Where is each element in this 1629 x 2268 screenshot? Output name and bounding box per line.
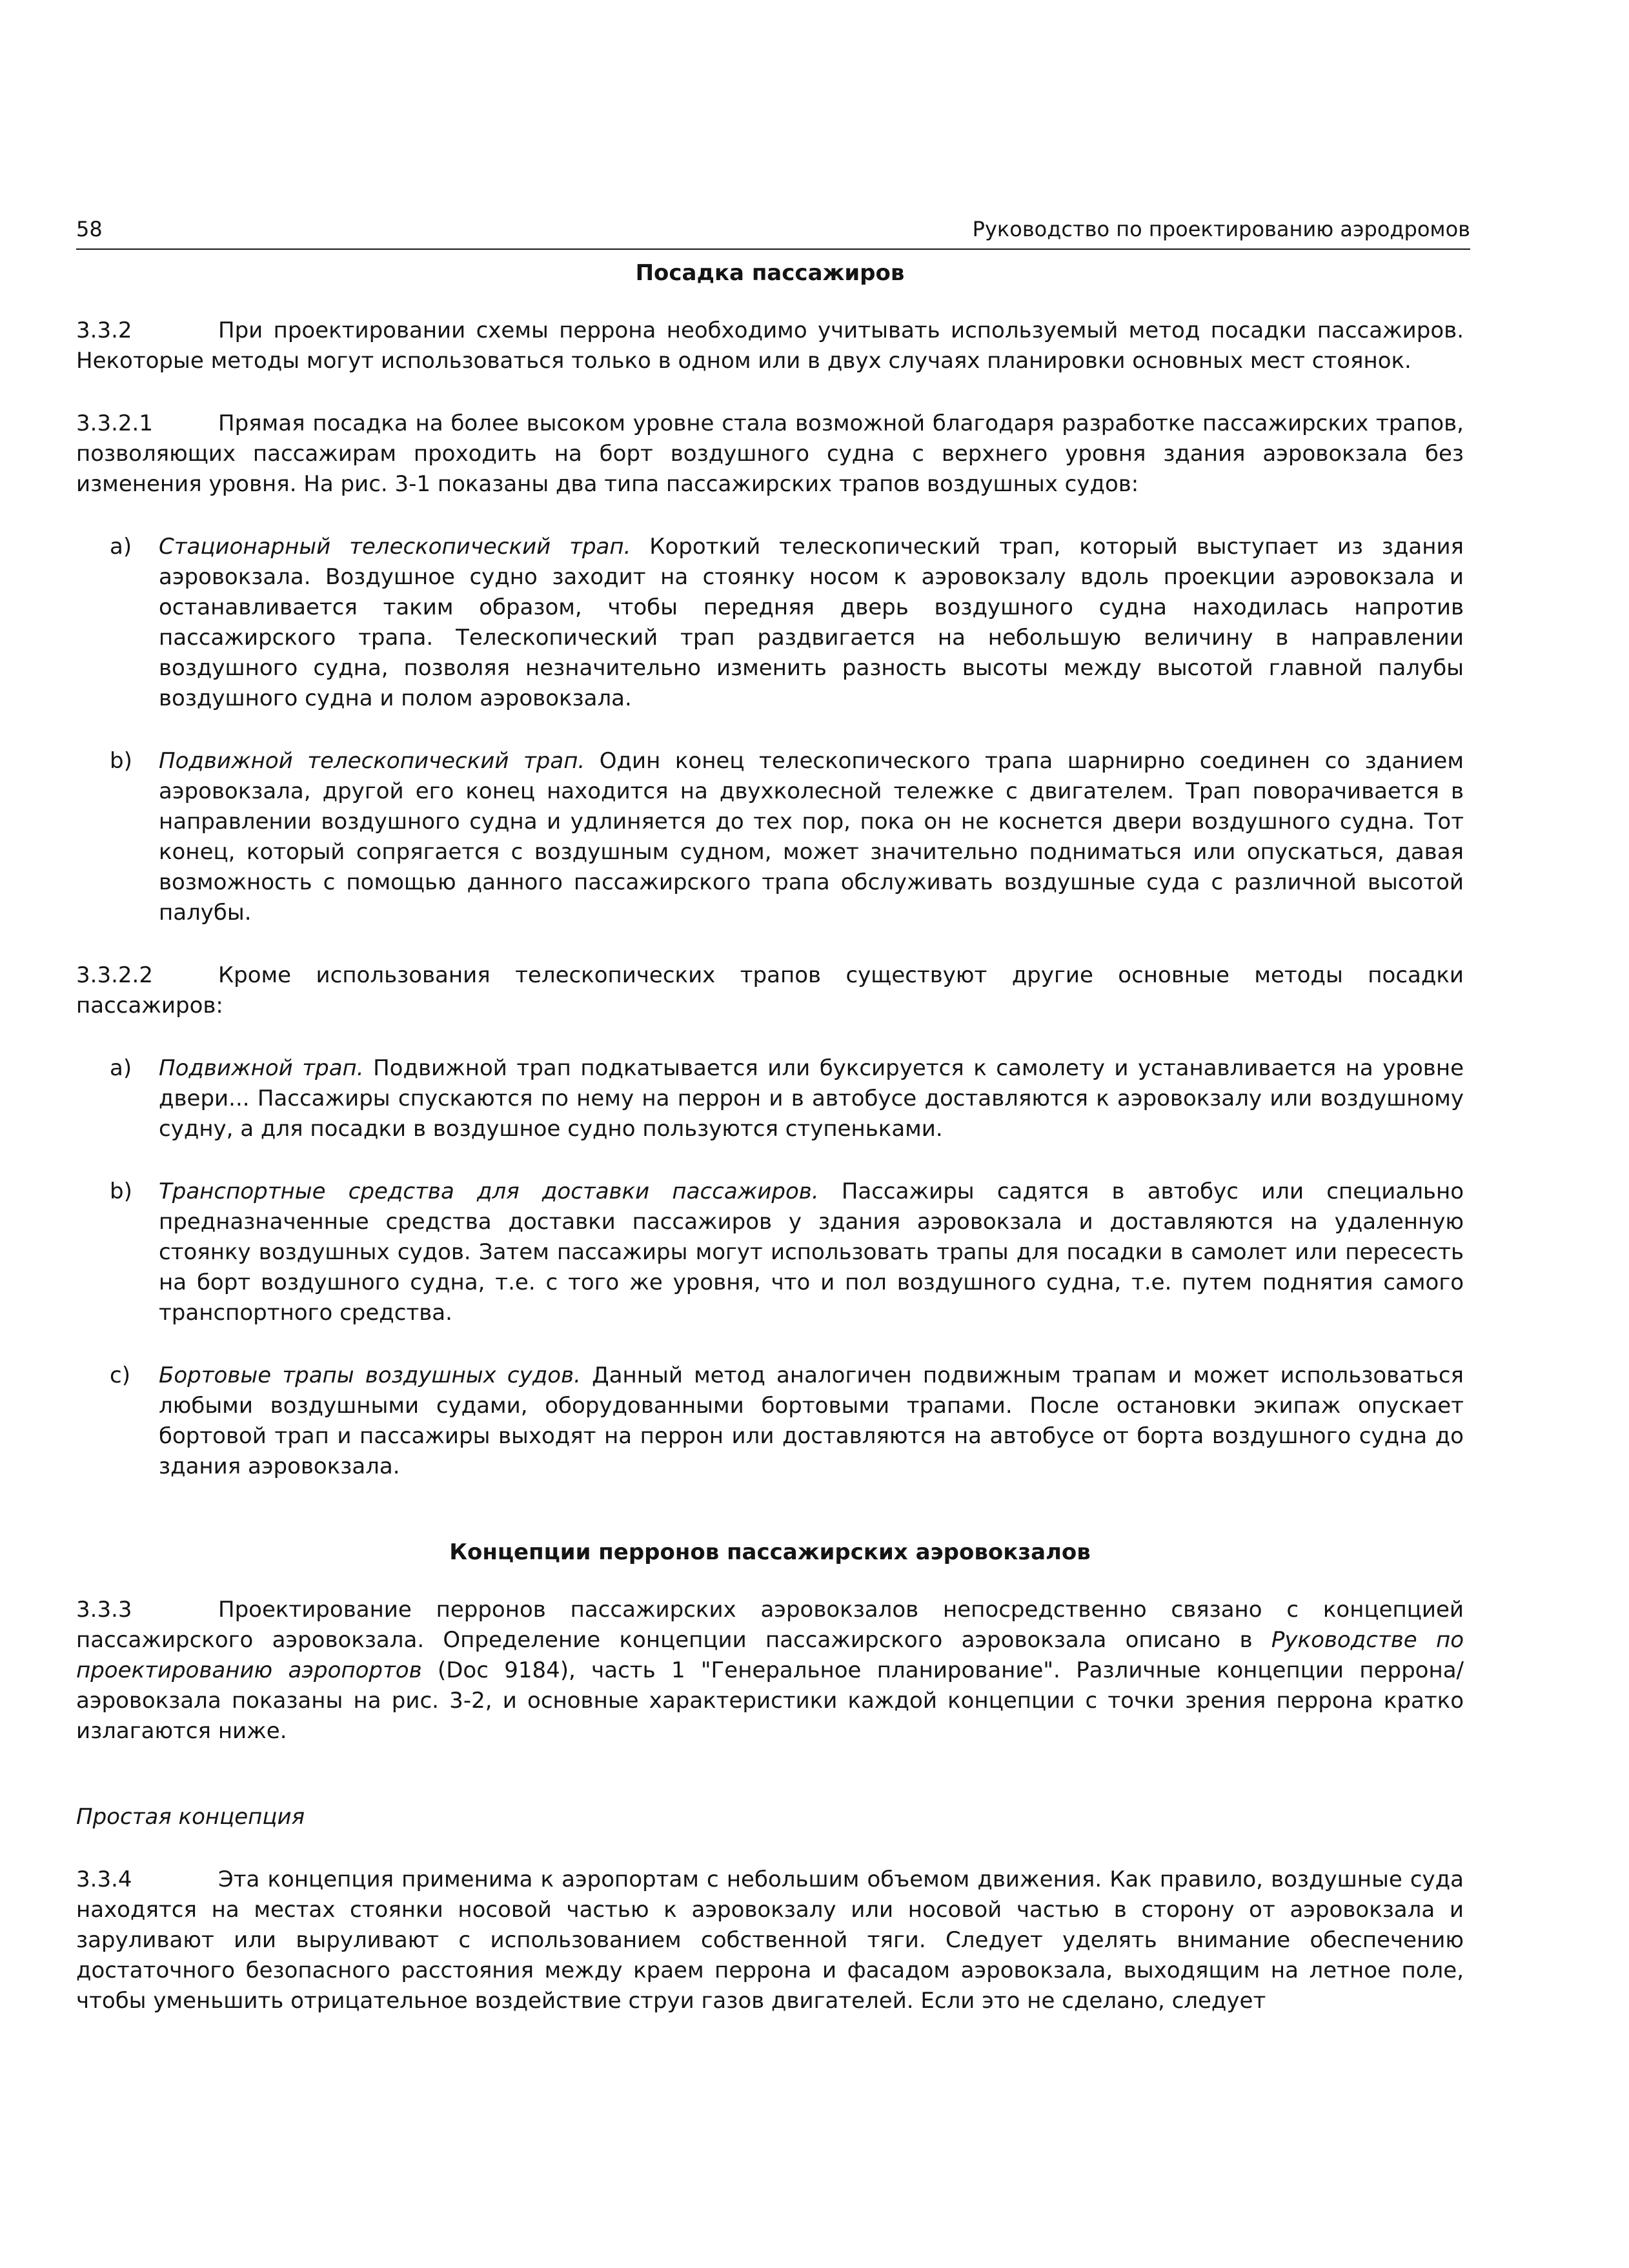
paragraph-3-3-2 <box>76 316 1464 376</box>
subsection-heading-simple: Простая концепция <box>76 1804 305 1830</box>
list-label: b) <box>110 1179 132 1204</box>
paragraph-text: Эта концепция применима к аэропортам с небольшим объемом движения. Как правило, воздушные суда находятся на местах стоянки носовой частью к аэровокзалу или носовой частью в сторону от аэровокзала и заруливают или выруливают с использованием собственной тяги. Следует уделять внимание обеспечению достаточного безопасного расстояния между краем перрона и фасадом аэровокзала, выходящим на летное поле, чтобы уменьшить отрицательное воздействие струи газов двигателей. Если это не сделано, следует <box>76 1867 1464 2014</box>
paragraph-text: Кроме использования телескопических трапов существуют другие основные методы посадки пассажиров: <box>76 962 1464 1018</box>
paragraph-3-3-4 <box>76 1865 1464 2016</box>
paragraph-3-3-2-2 <box>76 960 1464 1021</box>
paragraph-3-3-2-1 <box>76 409 1464 500</box>
list-item-stationary-bridge <box>76 532 1464 714</box>
paragraph-number: 3.3.2.1 <box>76 410 153 436</box>
paragraph-text-continued: (Doc 9184), часть 1 "Генеральное планирование". Различные концепции перрона/аэровокзала показаны на рис. 3-2, и основные характеристики каждой концепции с точки зрения перрона кратко излагаются ниже. <box>76 1657 1464 1744</box>
paragraph-number: 3.3.4 <box>76 1867 132 1892</box>
section-heading-boarding: Посадка пассажиров <box>635 260 905 286</box>
list-item-mobile-bridge <box>76 746 1464 928</box>
document-reference: Руководстве по проектированию аэропортов <box>76 1627 1464 1683</box>
paragraph-text: Прямая посадка на более высоком уровне стала возможной благодаря разработке пассажирских трапов, позволяющих пассажирам проходить на борт воздушного судна с верхнего уровня здания аэровокзала без изменения уровня. На рис. 3-1 показаны два типа пассажирских трапов воздушных судов: <box>76 410 1464 497</box>
paragraph-number: 3.3.3 <box>76 1597 132 1623</box>
list-item-text: Короткий телескопический трап, который выступает из здания аэровокзала. Воздушное судно заходит на стоянку носом к аэровокзалу вдоль проекции аэровокзала и останавливается таким образом, чтобы передняя дверь воздушного судна находилась напротив пассажирского трапа. Телескопический трап раздвигается на небольшую величину в направлении воздушного судна, позволяя незначительно изменить разность высоты между высотой главной палубы воздушного судна и полом аэровокзала. <box>159 534 1464 711</box>
list-item-transport-vehicles <box>76 1177 1464 1328</box>
paragraph-number: 3.3.2 <box>76 318 132 343</box>
paragraph-text: Проектирование перронов пассажирских аэровокзалов непосредственно связано с концепцией пассажирского аэровокзала. Определение концепции пассажирского аэровокзала описано в <box>76 1597 1464 1653</box>
list-label: b) <box>110 748 132 774</box>
page-number: 58 <box>76 217 103 241</box>
list-item-title: Транспортные средства для доставки пассажиров. <box>159 1179 819 1204</box>
page-body <box>76 258 1464 2016</box>
list-item-title: Подвижной трап. <box>159 1055 364 1081</box>
paragraph-text: При проектировании схемы перрона необходимо учитывать используемый метод посадки пассажиров. Некоторые методы могут использоваться только в одном или в двух случаях планировки основных мест стоянок. <box>76 318 1464 374</box>
paragraph-number: 3.3.2.2 <box>76 962 153 988</box>
paragraph-3-3-3 <box>76 1595 1464 1747</box>
list-item-text: Пассажиры садятся в автобус или специально предназначенные средства доставки пассажиров у здания аэровокзала и доставляются на удаленную стоянку воздушных судов. Затем пассажиры могут использовать трапы для посадки в самолет или пересесть на борт воздушного судна, т.е. с того же уровня, что и пол воздушного судна, т.е. путем поднятия самого транспортного средства. <box>159 1179 1464 1326</box>
list-label: c) <box>110 1362 130 1388</box>
list-item-title: Подвижной телескопический трап. <box>159 748 585 774</box>
section-heading-concepts: Концепции перронов пассажирских аэровокзалов <box>449 1539 1091 1565</box>
list-item-text: Подвижной трап подкатывается или буксируется к самолету и устанавливается на уровне двери... Пассажиры спускаются по нему на перрон и в автобусе доставляются к аэровокзалу или воздушному судну, а для посадки в воздушное судно пользуются ступеньками. <box>159 1055 1464 1142</box>
list-label: a) <box>110 1055 132 1081</box>
running-title: Руководство по проектированию аэродромов <box>972 217 1470 241</box>
list-item-title: Бортовые трапы воздушных судов. <box>159 1362 581 1388</box>
list-item-mobile-stairs <box>76 1053 1464 1144</box>
list-label: a) <box>110 534 132 560</box>
list-item-airstairs <box>76 1361 1464 1482</box>
list-item-text: Данный метод аналогичен подвижным трапам и может использоваться любыми воздушными судами, оборудованными бортовыми трапами. После остановки экипаж опускает бортовой трап и пассажиры выходят на перрон или доставляются на автобусе от борта воздушного судна до здания аэровокзала. <box>159 1362 1464 1479</box>
list-item-title: Стационарный телескопический трап. <box>159 534 631 560</box>
list-item-text: Один конец телескопического трапа шарнирно соединен со зданием аэровокзала, другой его конец находится на двухколесной тележке с двигателем. Трап поворачивается в направлении воздушного судна и удлиняется до тех пор, пока он не коснется двери воздушного судна. Тот конец, который сопрягается с воздушным судном, может значительно подниматься или опускаться, давая возможность с помощью данного пассажирского трапа обслуживать воздушные суда с различной высотой палубы. <box>159 748 1464 926</box>
page-header <box>76 210 1470 250</box>
